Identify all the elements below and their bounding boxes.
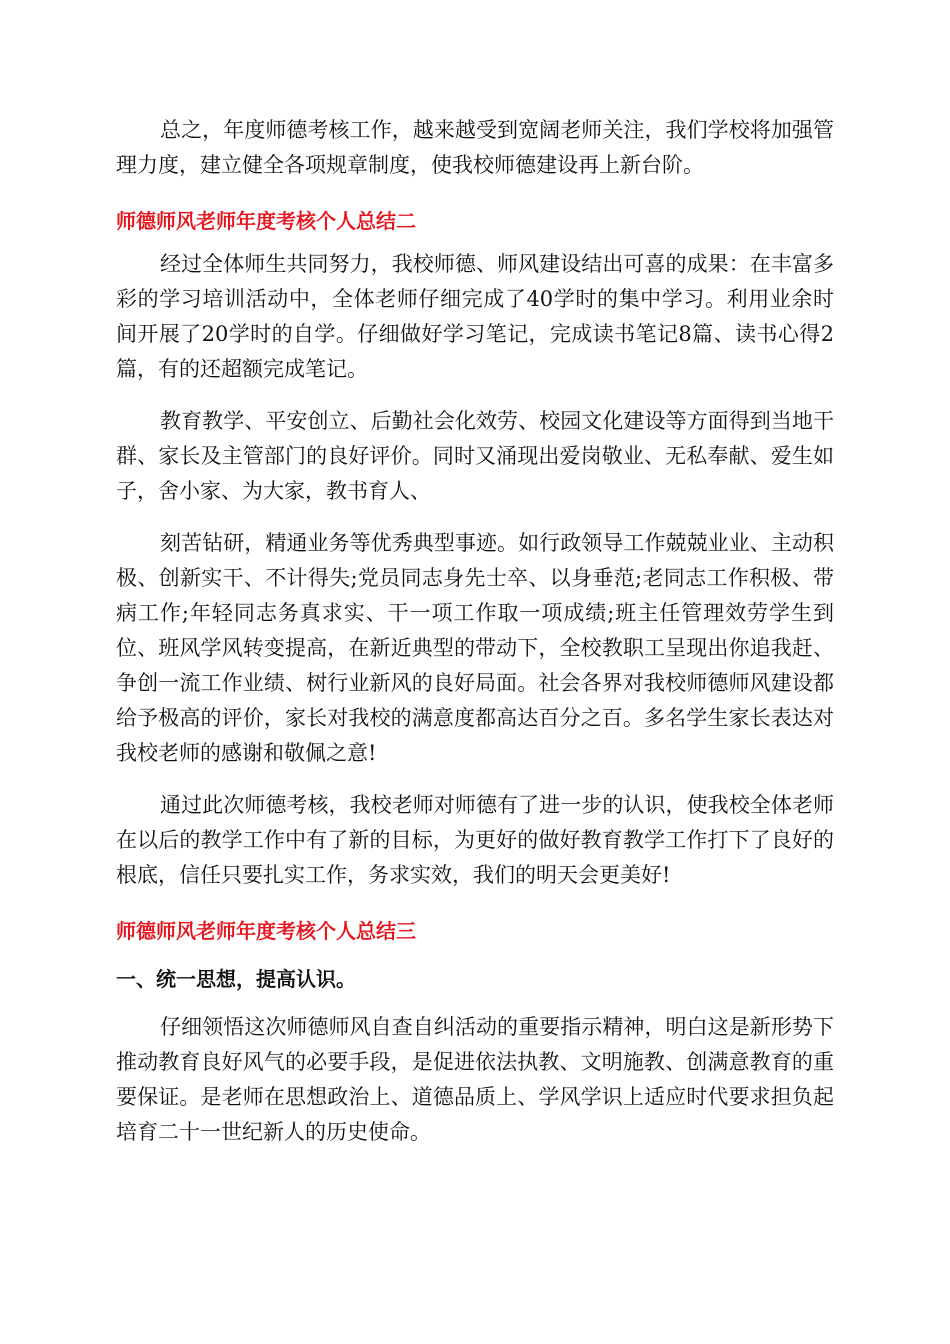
paragraph-typical-deeds: 刻苦钻研，精通业务等优秀典型事迹。如行政领导工作兢兢业业、主动积极、创新实干、不计得失;党员同志身先士卒、以身垂范;老同志工作积极、带病工作;年轻同志务真求实、干一项工作取一项成绩;班主任管理效劳学生到位、班风学风转变提高，在新近典型的带动下，全校教职工呈现出你追我赶、争创一流工作业绩、树行业新风的良好局面。社会各界对我校师德师风建设都给予极高的评价，家长对我校的满意度都高达百分之百。多名学生家长表达对我校老师的感谢和敬佩之意! (116, 531, 834, 765)
paragraph-conclusion: 总之，年度师德考核工作，越来越受到宽阔老师关注，我们学校将加强管理力度，建立健全各项规章制度，使我校师德建设再上新台阶。 (116, 118, 834, 177)
section-heading-3: 师德师风老师年度考核个人总结三 (116, 919, 416, 943)
document-body (116, 113, 834, 1150)
paragraph-achievements: 经过全体师生共同努力，我校师德、师风建设结出可喜的成果：在丰富多彩的学习培训活动中，全体老师仔细完成了40学时的集中学习。利用业余时间开展了20学时的自学。仔细做好学习笔记，完成读书笔记8篇、读书心得2篇，有的还超额完成笔记。 (116, 252, 834, 381)
subheading-unify-thinking: 一、统一思想，提高认识。 (116, 967, 356, 991)
paragraph-evaluation: 教育教学、平安创立、后勤社会化效劳、校园文化建设等方面得到当地干群、家长及主管部门的良好评价。同时又涌现出爱岗敬业、无私奉献、爱生如子，舍小家、为大家，教书育人、 (116, 409, 834, 503)
section-heading-2: 师德师风老师年度考核个人总结二 (116, 209, 416, 233)
paragraph-outlook: 通过此次师德考核，我校老师对师德有了进一步的认识，使我校全体老师在以后的教学工作中有了新的目标，为更好的做好教育教学工作打下了良好的根底，信任只要扎实工作，务求实效，我们的明天会更美好! (116, 793, 834, 887)
paragraph-understanding: 仔细领悟这次师德师风自查自纠活动的重要指示精神，明白这是新形势下推动教育良好风气的必要手段，是促进依法执教、文明施教、创满意教育的重要保证。是老师在思想政治上、道德品质上、学风学识上适应时代要求担负起培育二十一世纪新人的历史使命。 (116, 1015, 834, 1144)
